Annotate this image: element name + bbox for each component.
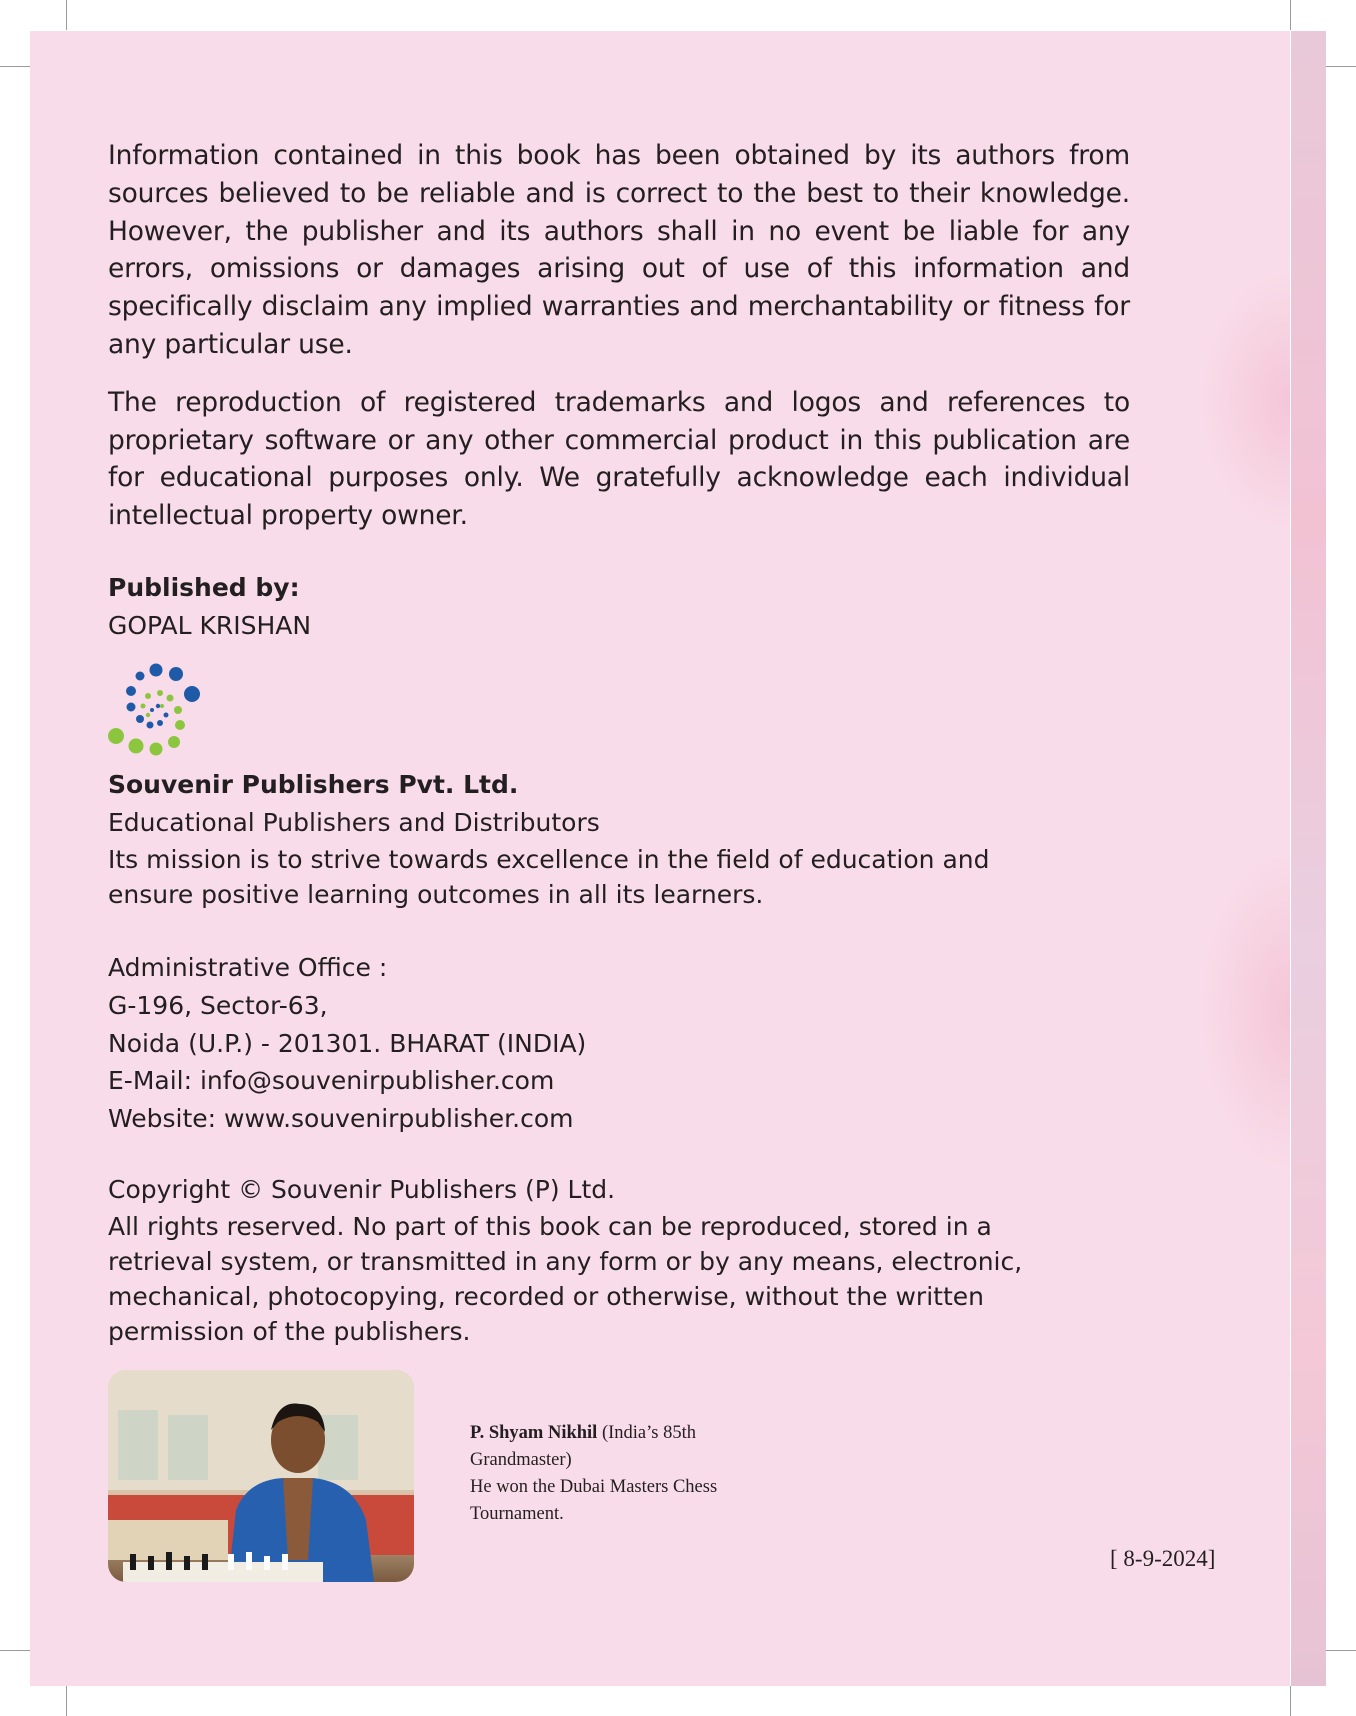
logo-dot bbox=[129, 739, 144, 754]
disclaimer-section bbox=[108, 137, 1130, 535]
crop-mark bbox=[66, 1686, 67, 1716]
logo-dot bbox=[108, 728, 124, 744]
rights-text: All rights reserved. No part of this book can be reproduced, stored in a bbox=[108, 1211, 992, 1241]
crop-mark bbox=[1290, 1686, 1291, 1716]
logo-dot bbox=[168, 736, 180, 748]
crop-mark bbox=[66, 0, 67, 30]
grandmaster-photo bbox=[108, 1370, 414, 1582]
logo-dot bbox=[164, 713, 169, 718]
photo-chess-piece bbox=[282, 1554, 288, 1570]
crop-mark bbox=[1326, 66, 1356, 67]
background-decoration bbox=[1200, 851, 1290, 1171]
photo-chess-piece bbox=[228, 1554, 234, 1570]
caption-achievement: He won the Dubai Masters Chess bbox=[470, 1477, 718, 1497]
print-date: [ 8-9-2024] bbox=[1110, 1546, 1216, 1571]
office-email: E-Mail: info@souvenirpublisher.com bbox=[108, 1066, 555, 1096]
office-address: Noida (U.P.) - 201301. BHARAT (INDIA) bbox=[108, 1028, 587, 1058]
caption-line-1 bbox=[470, 1420, 770, 1447]
caption-achievement: Tournament. bbox=[470, 1504, 564, 1524]
disclaimer-paragraph-2: The reproduction of registered trademarks and logos and references to proprietary software or any other commercial product in this publication are for educational purposes only. We gratefully acknowledge each individual intellectual property owner. bbox=[108, 386, 1130, 532]
published-by-section bbox=[108, 569, 311, 645]
logo-dot bbox=[146, 713, 150, 717]
logo-dot bbox=[157, 690, 163, 696]
photo-chess-piece bbox=[246, 1552, 252, 1570]
logo-dot bbox=[169, 667, 183, 681]
photo-illustration bbox=[108, 1370, 414, 1582]
copyright-line: Copyright © Souvenir Publishers (P) Ltd. bbox=[108, 1175, 616, 1204]
publisher-name: GOPAL KRISHAN bbox=[108, 610, 312, 640]
logo-dot bbox=[167, 695, 174, 702]
crop-mark bbox=[1290, 0, 1291, 30]
crop-mark bbox=[0, 1650, 30, 1651]
crop-mark bbox=[0, 66, 30, 67]
logo-dot bbox=[141, 704, 146, 709]
logo-dot bbox=[175, 720, 185, 730]
photo-chess-piece bbox=[184, 1556, 190, 1570]
logo-dot bbox=[136, 715, 144, 723]
crop-mark bbox=[1326, 1650, 1356, 1651]
rights-text: mechanical, photocopying, recorded or otherwise, without the written bbox=[108, 1281, 984, 1311]
logo-dot bbox=[174, 706, 182, 714]
photo-person-shirt bbox=[283, 1478, 313, 1560]
logo-dot bbox=[150, 743, 163, 756]
published-by-heading: Published by: bbox=[108, 573, 300, 602]
photo-window bbox=[168, 1415, 208, 1480]
logo-dot bbox=[184, 686, 200, 702]
photo-chess-piece bbox=[264, 1556, 270, 1570]
logo-dot bbox=[150, 664, 163, 677]
publisher-logo bbox=[108, 660, 218, 760]
logo-dot bbox=[126, 686, 136, 696]
caption-title: (India’s 85th bbox=[597, 1423, 696, 1443]
company-section bbox=[108, 766, 990, 912]
photo-caption bbox=[470, 1420, 770, 1528]
photo-chess-piece bbox=[130, 1554, 136, 1570]
office-label: Administrative Office : bbox=[108, 953, 388, 982]
company-mission: ensure positive learning outcomes in all its learners. bbox=[108, 879, 764, 909]
company-mission: Its mission is to strive towards excellence in the field of education and bbox=[108, 844, 990, 874]
rights-text: permission of the publishers. bbox=[108, 1316, 471, 1346]
logo-dot bbox=[157, 720, 163, 726]
caption-name: P. Shyam Nikhil bbox=[470, 1423, 598, 1443]
disclaimer-paragraph-1: Information contained in this book has been obtained by its authors from sources believed to be reliable and is correct to the best to their knowledge. However, the publisher and its authors shall in no event be liable for any errors, omissions or damages arising out of use of this information and specifically disclaim any implied warranties and merchantability or fitness for any particular use. bbox=[108, 140, 1130, 360]
office-address: G-196, Sector-63, bbox=[108, 990, 328, 1020]
caption-title: Grandmaster) bbox=[470, 1450, 572, 1470]
logo-dot bbox=[145, 693, 151, 699]
logo-dot bbox=[127, 703, 136, 712]
photo-chess-piece bbox=[166, 1552, 172, 1570]
office-section bbox=[108, 949, 586, 1138]
logo-dot bbox=[156, 704, 160, 708]
spine-strip bbox=[1291, 31, 1326, 1686]
logo-dot bbox=[136, 672, 145, 681]
rights-text: retrieval system, or transmitted in any form or by any means, electronic, bbox=[108, 1246, 1023, 1276]
background-decoration bbox=[1200, 271, 1290, 531]
photo-window bbox=[118, 1410, 158, 1480]
company-name: Souvenir Publishers Pvt. Ltd. bbox=[108, 770, 519, 799]
office-website: Website: www.souvenirpublisher.com bbox=[108, 1104, 574, 1134]
copyright-section bbox=[108, 1171, 1022, 1349]
photo-chess-piece bbox=[202, 1554, 208, 1570]
photo-chess-piece bbox=[148, 1556, 154, 1570]
logo-dot bbox=[150, 708, 154, 712]
logo-dot bbox=[160, 704, 164, 708]
logo-dot bbox=[147, 722, 154, 729]
company-tagline: Educational Publishers and Distributors bbox=[108, 807, 600, 837]
